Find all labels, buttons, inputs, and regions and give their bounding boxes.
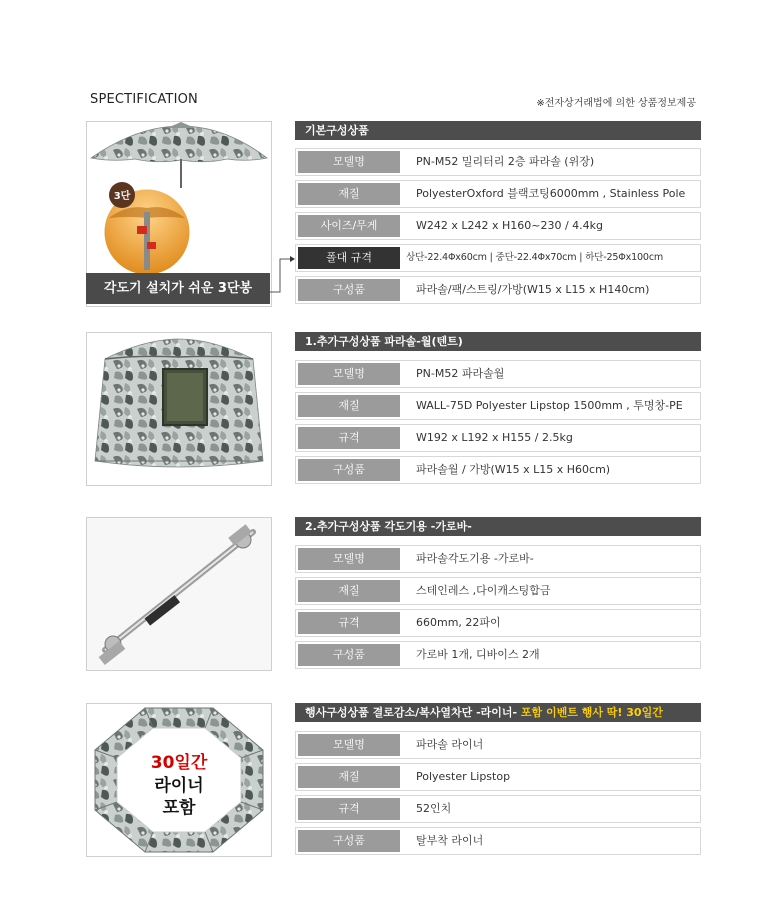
parasol-wall-image xyxy=(86,332,272,486)
row-label: 모델명 xyxy=(298,151,400,173)
row-value: 탈부착 라이너 xyxy=(416,834,484,847)
row-label: 구성품 xyxy=(298,830,400,852)
connector-arrow-icon xyxy=(268,254,296,296)
legal-notice: ※전자상거래법에 의한 상품정보제공 xyxy=(536,98,696,109)
overlay-included: 포함 xyxy=(162,798,196,818)
basic-section-header: 기본구성상품 xyxy=(295,121,701,140)
row-label: 재질 xyxy=(298,580,400,602)
event-section-header xyxy=(295,703,701,722)
row-value: 스테인레스 ,다이캐스팅합금 xyxy=(416,584,551,597)
event-row-components xyxy=(295,827,701,855)
basic-row-model xyxy=(295,148,701,176)
event-row-size xyxy=(295,795,701,823)
row-value: WALL-75D Polyester Lipstop 1500mm , 투명창-PE xyxy=(416,399,683,412)
row-value: 상단-22.4Φx60cm | 중단-22.4Φx70cm | 하단-25Φx100cm xyxy=(406,252,664,263)
row-label: 모델명 xyxy=(298,363,400,385)
row-value: W192 x L192 x H155 / 2.5kg xyxy=(416,431,573,444)
row-value: 파라솔월 / 가방(W15 x L15 x H60cm) xyxy=(416,463,611,476)
row-label: 구성품 xyxy=(298,459,400,481)
basic-row-size xyxy=(295,212,701,240)
option2-row-size xyxy=(295,609,701,637)
row-value: 가로바 1개, 디바이스 2개 xyxy=(416,648,540,661)
overlay-liner: 라이너 xyxy=(154,776,204,796)
image-caption: 각도기 설치가 쉬운 3단봉 xyxy=(86,273,270,304)
row-label: 규격 xyxy=(298,427,400,449)
event-row-model xyxy=(295,731,701,759)
option1-row-components xyxy=(295,456,701,484)
row-value: W242 x L242 x H160~230 / 4.4kg xyxy=(416,219,604,232)
option2-row-model xyxy=(295,545,701,573)
row-label: 사이즈/무게 xyxy=(298,215,400,237)
spec-title: SPECTIFICATION xyxy=(90,92,198,107)
event-header-text: 행사구성상품 결로감소/복사열차단 -라이너- xyxy=(305,706,518,719)
row-label: 재질 xyxy=(298,395,400,417)
option2-row-material xyxy=(295,577,701,605)
basic-row-material xyxy=(295,180,701,208)
row-value: PolyesterOxford 블랙코팅6000mm , Stainless Pole xyxy=(416,187,686,200)
basic-row-pole-spec xyxy=(295,244,701,272)
row-label: 모델명 xyxy=(298,734,400,756)
row-value: Polyester Lipstop xyxy=(416,770,511,783)
option1-row-model xyxy=(295,360,701,388)
row-label: 재질 xyxy=(298,183,400,205)
row-label: 규격 xyxy=(298,612,400,634)
option2-row-components xyxy=(295,641,701,669)
three-stage-badge: 3단 xyxy=(113,191,131,202)
row-value: 52인치 xyxy=(416,802,452,815)
row-value: 파라솔 라이너 xyxy=(416,738,484,751)
row-label: 모델명 xyxy=(298,548,400,570)
row-label: 폴대 규격 xyxy=(298,247,400,269)
row-label: 규격 xyxy=(298,798,400,820)
row-label: 재질 xyxy=(298,766,400,788)
option1-row-size xyxy=(295,424,701,452)
event-row-material xyxy=(295,763,701,791)
option1-row-material xyxy=(295,392,701,420)
event-highlight: 포함 이벤트 행사 딱! 30일간 xyxy=(520,706,663,719)
crossbar-image xyxy=(86,517,272,671)
row-label: 구성품 xyxy=(298,644,400,666)
row-value: PN-M52 밀리터리 2층 파라솔 (위장) xyxy=(416,155,595,168)
row-value: 660mm, 22파이 xyxy=(416,616,501,629)
row-label: 구성품 xyxy=(298,279,400,301)
basic-row-components xyxy=(295,276,701,304)
row-value: PN-M52 파라솔월 xyxy=(416,367,505,380)
row-value: 파라솔/팩/스트링/가방(W15 x L15 x H140cm) xyxy=(416,283,650,296)
option2-section-header: 2.추가구성상품 각도기용 -가로바- xyxy=(295,517,701,536)
liner-image xyxy=(86,703,272,857)
row-value: 파라솔각도기용 -가로바- xyxy=(416,552,534,565)
overlay-30days: 30일간 xyxy=(150,753,208,773)
option1-section-header: 1.추가구성상품 파라솔-월(텐트) xyxy=(295,332,701,351)
